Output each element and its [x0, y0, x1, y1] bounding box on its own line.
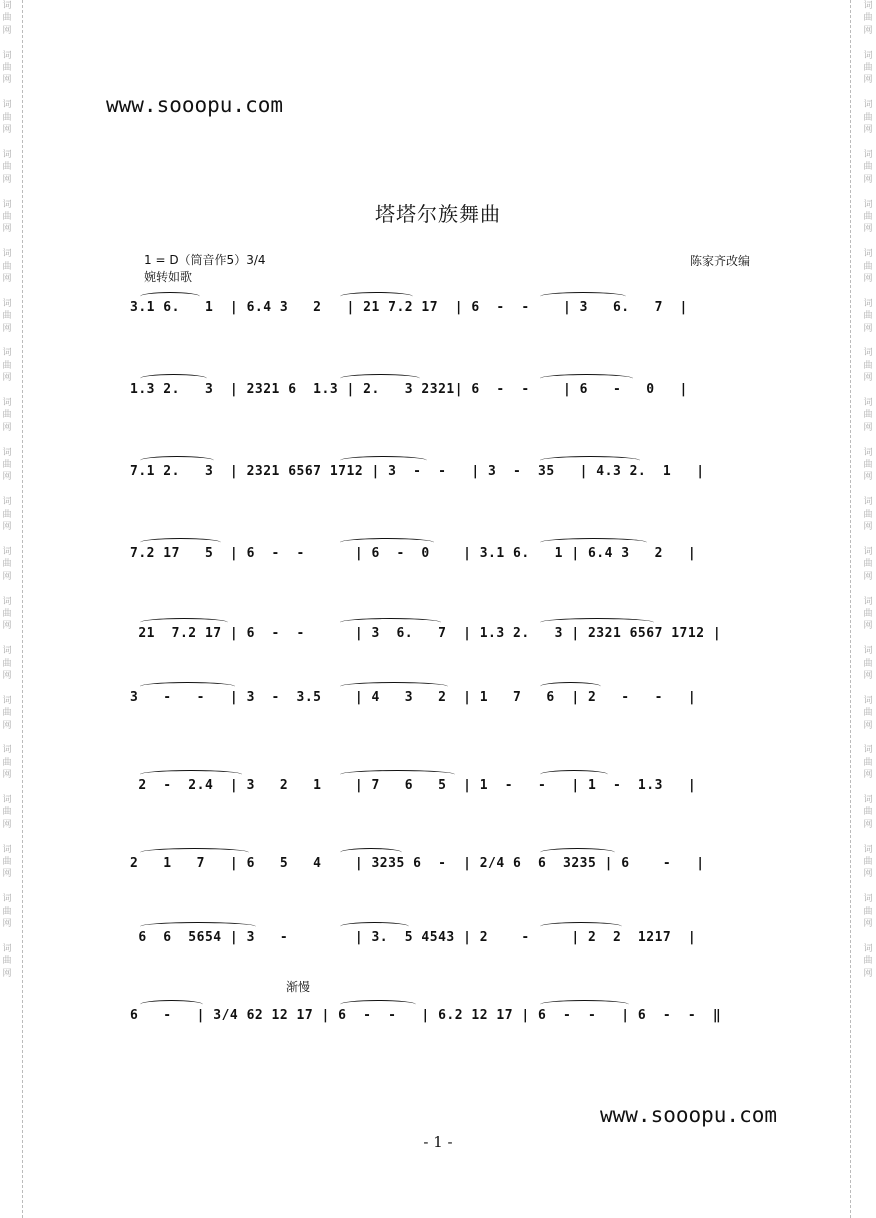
notation-row — [130, 1000, 760, 1040]
slur-mark — [140, 456, 214, 465]
notation-text: 6 6 5654 | 3 - | 3. 5 4543 | 2 - | 2 2 1217 | — [130, 930, 697, 945]
notation-text: 2 - 2.4 | 3 2 1 | 7 6 5 | 1 - - | 1 - 1.3 | — [130, 778, 697, 793]
slur-mark — [140, 538, 221, 547]
notation-row — [130, 922, 760, 962]
slur-mark — [140, 848, 249, 857]
notation-row — [130, 848, 760, 888]
slur-mark — [340, 292, 413, 301]
notation-text: 3.1 6. 1 | 6.4 3 2 | 21 7.2 17 | 6 - - | 3 6. 7 | — [130, 300, 688, 315]
slur-mark — [540, 374, 633, 383]
slur-mark — [340, 456, 427, 465]
tempo-change: 渐慢 — [286, 980, 311, 994]
slur-mark — [340, 682, 448, 691]
slur-mark — [540, 922, 622, 931]
slur-mark — [540, 682, 601, 691]
notation-text: 1.3 2. 3 | 2321 6 1.3 | 2. 3 2321| 6 - - | 6 - 0 | — [130, 382, 688, 397]
slur-mark — [340, 922, 409, 931]
watermark-top[interactable]: www.sooopu.com — [106, 93, 284, 117]
watermark-bottom[interactable]: www.sooopu.com — [600, 1103, 778, 1127]
slur-mark — [340, 538, 434, 547]
slur-mark — [540, 538, 647, 547]
notation-row — [130, 538, 760, 578]
notation-text: 7.2 17 5 | 6 - - | 6 - 0 | 3.1 6. 1 | 6.4 3 2 | — [130, 546, 697, 561]
slur-mark — [140, 682, 235, 691]
slur-mark — [340, 618, 441, 627]
notation-row — [130, 682, 760, 722]
slur-mark — [540, 618, 654, 627]
notation-row — [130, 292, 760, 332]
slur-mark — [540, 456, 640, 465]
notation-text: 3 - - | 3 - 3.5 | 4 3 2 | 1 7 6 | 2 - - | — [130, 690, 697, 705]
slur-mark — [340, 770, 455, 779]
slur-mark — [140, 770, 242, 779]
page-number: - 1 - — [423, 1133, 453, 1151]
slur-mark — [140, 1000, 203, 1009]
slur-mark — [140, 922, 256, 931]
notation-row — [130, 456, 760, 496]
notation-text: 7.1 2. 3 | 2321 6567 1712 | 3 - - | 3 - 35 | 4.3 2. 1 | — [130, 464, 705, 479]
slur-mark — [140, 618, 228, 627]
slur-mark — [340, 848, 402, 857]
notation-row — [130, 618, 760, 658]
notation-text: 6 - | 3/4 62 12 17 | 6 - - | 6.2 12 17 | 6 - - | 6 - - ‖ — [130, 1008, 722, 1023]
notation-text: 21 7.2 17 | 6 - - | 3 6. 7 | 1.3 2. 3 | 2321 6567 1712 | — [130, 626, 722, 641]
slur-mark — [540, 770, 608, 779]
slur-mark — [140, 292, 200, 301]
score-title: 塔塔尔族舞曲 — [375, 202, 501, 226]
key-signature: 1 = D（筒音作5）3/4 — [144, 253, 266, 267]
slur-mark — [340, 374, 420, 383]
slur-mark — [540, 292, 626, 301]
slur-mark — [340, 1000, 416, 1009]
slur-mark — [540, 1000, 629, 1009]
notation-row — [130, 374, 760, 414]
right-side-watermark: 词 曲 网 词 曲 网 词 曲 网 词 曲 网 词 曲 网 词 曲 网 词 曲 网 词 曲 网 词 曲 网 词 曲 网 词 曲 网 词 曲 网 词 曲 网 词 曲 网 词 曲 网 词 曲 网 词 曲 网 词 曲 网 词 曲 网 词 曲 网 — [863, 1, 873, 979]
slur-mark — [140, 374, 207, 383]
arranger: 陈家齐改编 — [690, 254, 751, 268]
notation-text: 2 1 7 | 6 5 4 | 3235 6 - | 2/4 6 6 3235 | 6 - | — [130, 856, 705, 871]
tempo-marking: 婉转如歌 — [144, 270, 193, 284]
left-side-watermark: 词 曲 网 词 曲 网 词 曲 网 词 曲 网 词 曲 网 词 曲 网 词 曲 网 词 曲 网 词 曲 网 词 曲 网 词 曲 网 词 曲 网 词 曲 网 词 曲 网 词 曲 网 词 曲 网 词 曲 网 词 曲 网 词 曲 网 词 曲 网 — [2, 1, 12, 979]
slur-mark — [540, 848, 615, 857]
notation-row — [130, 770, 760, 810]
